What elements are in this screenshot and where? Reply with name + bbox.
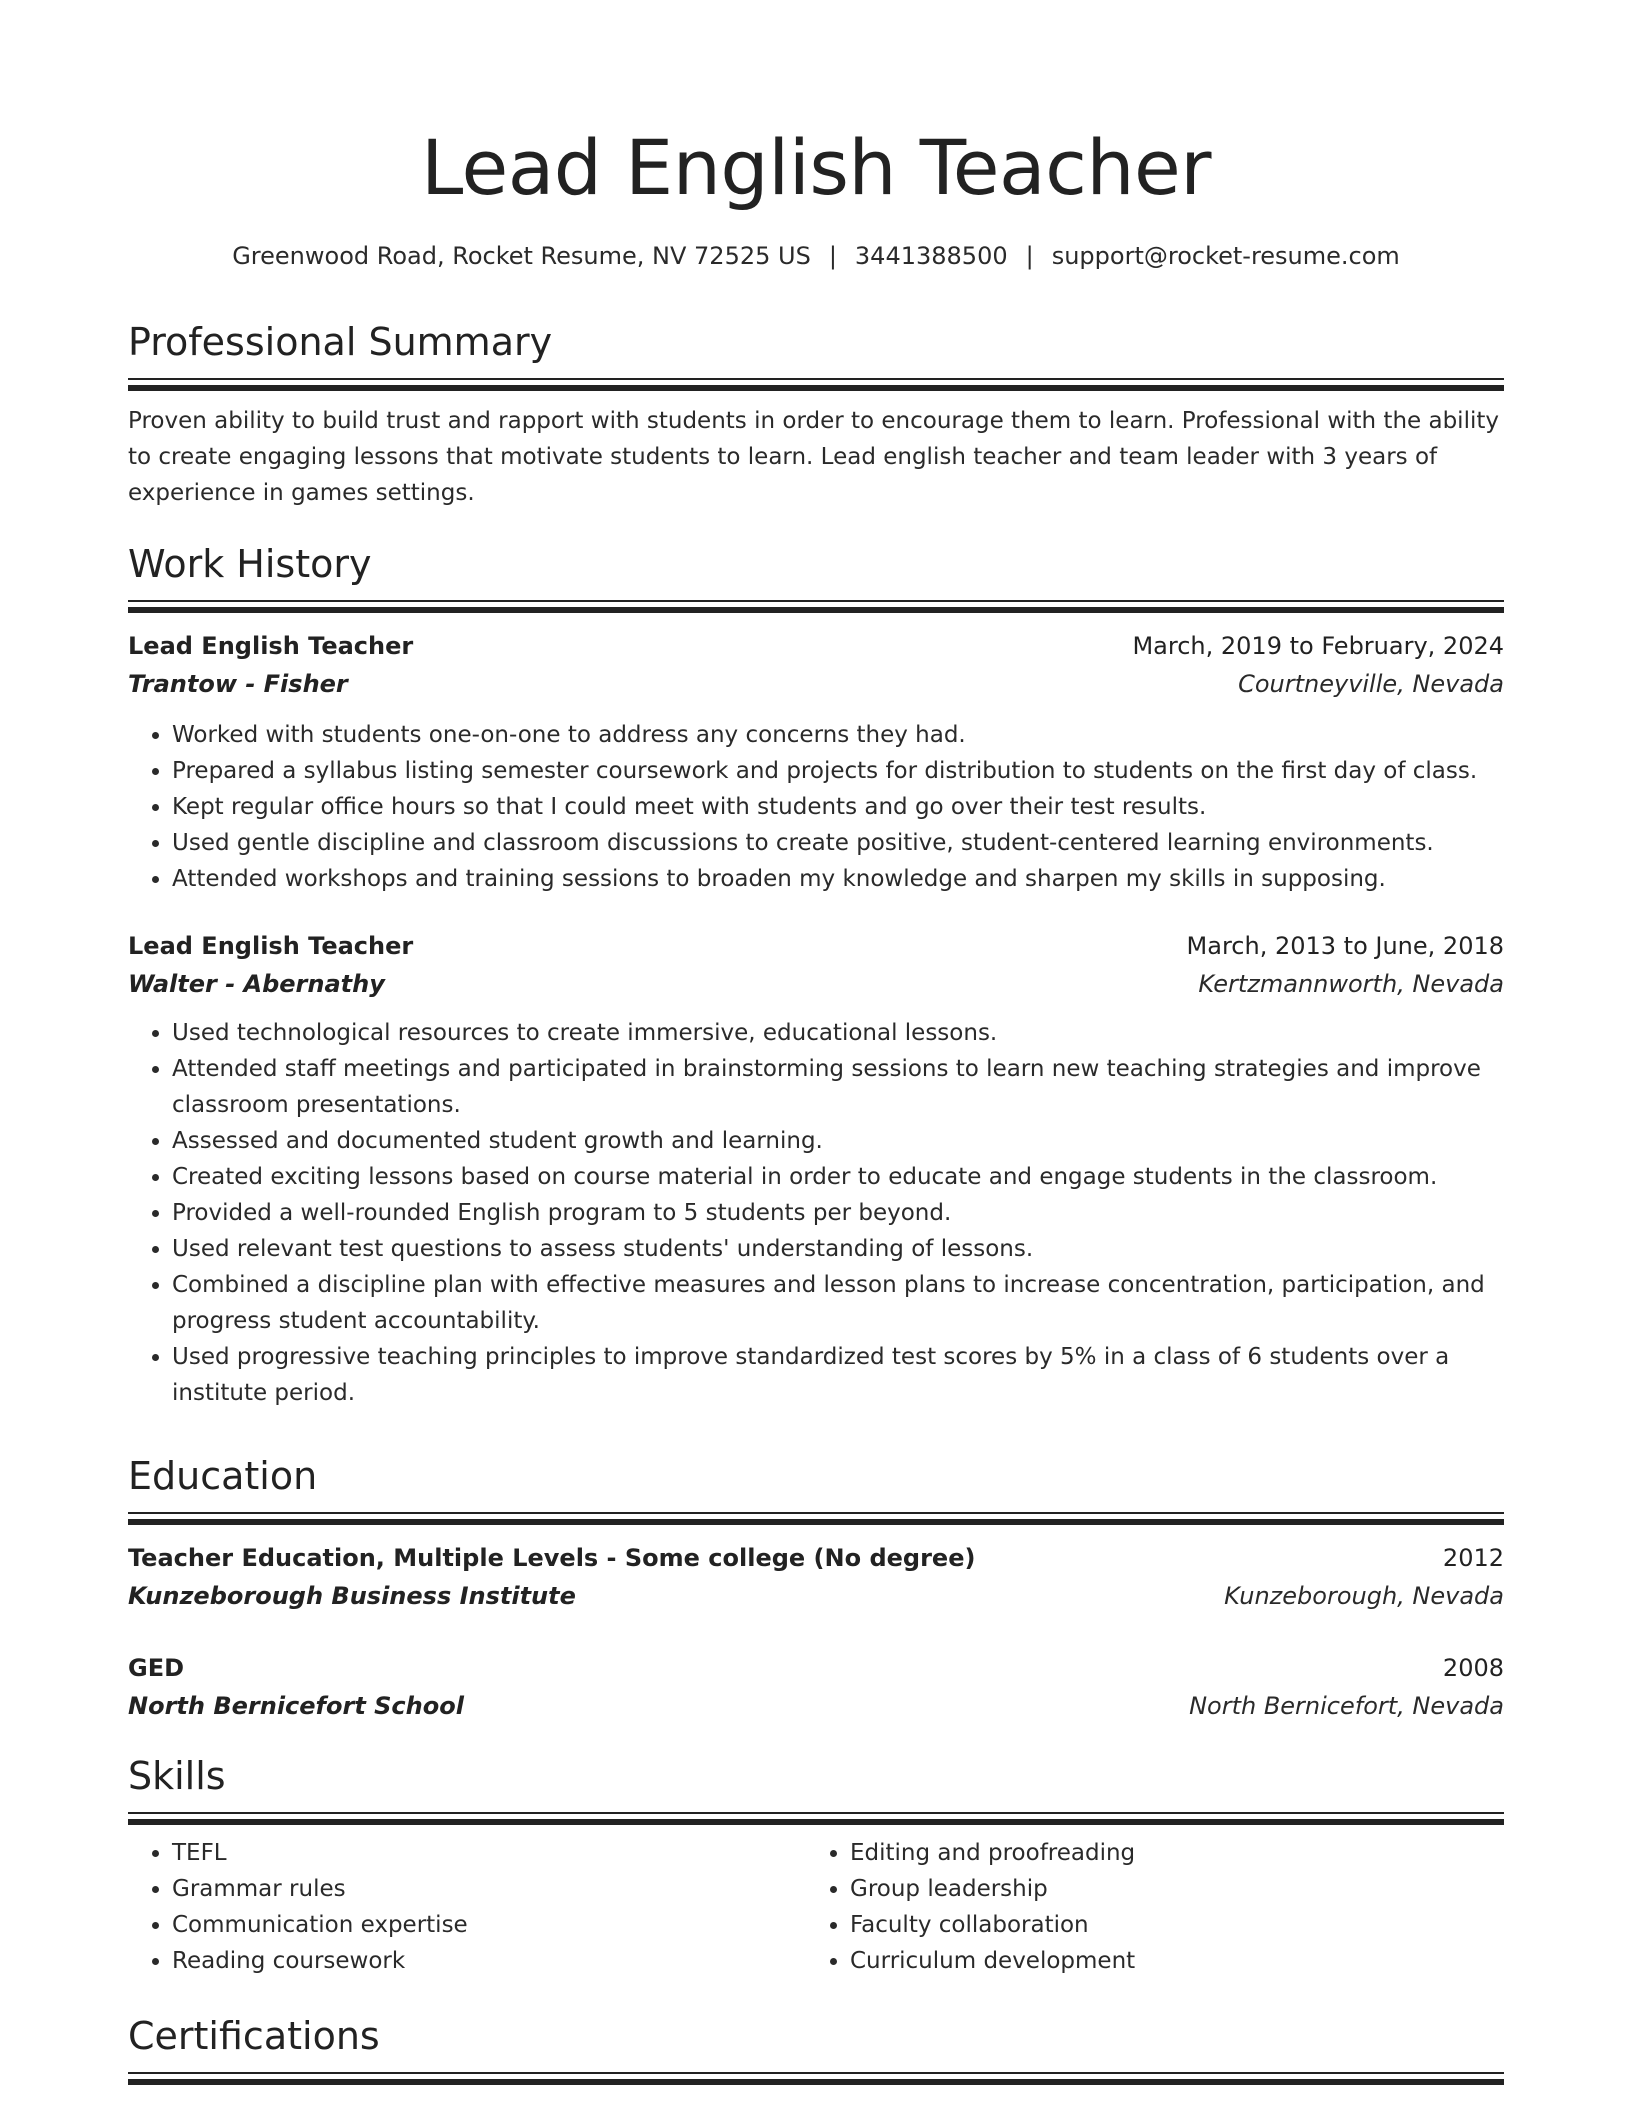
education-school: Kunzeborough Business Institute <box>128 1582 576 1610</box>
section-rule <box>128 1512 1504 1514</box>
skills-column-left <box>128 1835 806 1979</box>
education-degree: GED <box>128 1654 185 1682</box>
education-degree: Teacher Education, Multiple Levels - Some college (No degree) <box>128 1544 976 1572</box>
section-title: Skills <box>128 1754 226 1798</box>
list-item: • Group leadership <box>850 1871 1484 1907</box>
skills-section <box>128 1752 1504 1979</box>
list-item: • Used gentle discipline and classroom discussions to create positive, student-centered learning environments. <box>172 825 1504 861</box>
education-school: North Bernicefort School <box>128 1692 464 1720</box>
list-item: • Curriculum development <box>850 1943 1484 1979</box>
section-title: Certifications <box>128 2014 380 2058</box>
section-rule <box>128 378 1504 380</box>
list-item: • Reading coursework <box>172 1943 806 1979</box>
education-header-row <box>128 1649 1504 1687</box>
resume-name: Lead English Teacher <box>420 123 1212 212</box>
summary-text: Proven ability to build trust and rapport with students in order to encourage them to learn. Professional with the ability to create engaging lessons that motivate students to learn. Lead english teacher and team leader with 3 years of experience in games settings. <box>128 408 1499 506</box>
summary-section <box>128 318 1504 511</box>
job-bullet-list <box>128 717 1504 897</box>
job-company-row <box>128 965 1504 1003</box>
contact-separator: | <box>1025 242 1034 270</box>
list-item: • Worked with students one-on-one to address any concerns they had. <box>172 717 1504 753</box>
education-header-row <box>128 1539 1504 1577</box>
education-section <box>128 1452 1504 1725</box>
section-rule-thick <box>128 2079 1504 2085</box>
list-item: • Attended staff meetings and participated in brainstorming sessions to learn new teaching strategies and improve classroom presentations. <box>172 1051 1504 1123</box>
education-entry <box>128 1649 1504 1725</box>
list-item: • Attended workshops and training sessions to broaden my knowledge and sharpen my skills in supposing. <box>172 861 1504 897</box>
contact-line <box>128 238 1504 274</box>
list-item: • Provided a well-rounded English program to 5 students per beyond. <box>172 1195 1504 1231</box>
job-position: Lead English Teacher <box>128 632 414 660</box>
section-rule-thick <box>128 607 1504 613</box>
section-title: Professional Summary <box>128 320 553 364</box>
education-year: 2008 <box>1442 1654 1504 1682</box>
section-rule-thick <box>128 1519 1504 1525</box>
education-school-row <box>128 1577 1504 1615</box>
job-entry <box>128 627 1504 897</box>
list-item: • Combined a discipline plan with effective measures and lesson plans to increase concentration, participation, and progress student accountability. <box>172 1267 1504 1339</box>
job-dates: March, 2019 to February, 2024 <box>1132 632 1504 660</box>
list-item: • Faculty collaboration <box>850 1907 1484 1943</box>
list-item: • Editing and proofreading <box>850 1835 1484 1871</box>
job-dates: March, 2013 to June, 2018 <box>1186 932 1504 960</box>
skills-grid <box>128 1835 1504 1979</box>
certifications-section <box>128 2012 1504 2085</box>
list-item: • Prepared a syllabus listing semester coursework and projects for distribution to students on the first day of class. <box>172 753 1504 789</box>
contact-phone: 3441388500 <box>854 242 1008 270</box>
contact-email: support@rocket-resume.com <box>1051 242 1400 270</box>
section-rule-thick <box>128 1819 1504 1825</box>
list-item: • Communication expertise <box>172 1907 806 1943</box>
job-company-row <box>128 665 1504 703</box>
skills-column-right <box>806 1835 1484 1979</box>
education-location: Kunzeborough, Nevada <box>1224 1582 1504 1610</box>
education-entry <box>128 1539 1504 1615</box>
list-item: • Kept regular office hours so that I could meet with students and go over their test results. <box>172 789 1504 825</box>
education-year: 2012 <box>1442 1544 1504 1572</box>
list-item: • Used technological resources to create immersive, educational lessons. <box>172 1015 1504 1051</box>
contact-separator: | <box>828 242 837 270</box>
job-position: Lead English Teacher <box>128 932 414 960</box>
section-rule <box>128 600 1504 602</box>
skills-list <box>128 1835 806 1979</box>
job-location: Kertzmannworth, Nevada <box>1198 970 1504 998</box>
list-item: • Assessed and documented student growth and learning. <box>172 1123 1504 1159</box>
section-rule <box>128 1812 1504 1814</box>
job-entry <box>128 927 1504 1411</box>
job-company: Trantow - Fisher <box>128 670 348 698</box>
section-title: Work History <box>128 542 372 586</box>
job-header-row <box>128 627 1504 665</box>
job-company: Walter - Abernathy <box>128 970 385 998</box>
job-bullet-list <box>128 1015 1504 1411</box>
list-item: • Grammar rules <box>172 1871 806 1907</box>
list-item: • TEFL <box>172 1835 806 1871</box>
skills-list <box>806 1835 1484 1979</box>
list-item: • Used progressive teaching principles to improve standardized test scores by 5% in a class of 6 students over a institute period. <box>172 1339 1504 1411</box>
section-rule <box>128 2072 1504 2074</box>
contact-address: Greenwood Road, Rocket Resume, NV 72525 US <box>232 242 811 270</box>
work-history-section <box>128 540 1504 1411</box>
section-rule-thick <box>128 385 1504 391</box>
job-header-row <box>128 927 1504 965</box>
list-item: • Used relevant test questions to assess students' understanding of lessons. <box>172 1231 1504 1267</box>
section-title: Education <box>128 1454 318 1498</box>
education-school-row <box>128 1687 1504 1725</box>
education-location: North Bernicefort, Nevada <box>1189 1692 1504 1720</box>
list-item: • Created exciting lessons based on course material in order to educate and engage students in the classroom. <box>172 1159 1504 1195</box>
job-location: Courtneyville, Nevada <box>1238 670 1504 698</box>
